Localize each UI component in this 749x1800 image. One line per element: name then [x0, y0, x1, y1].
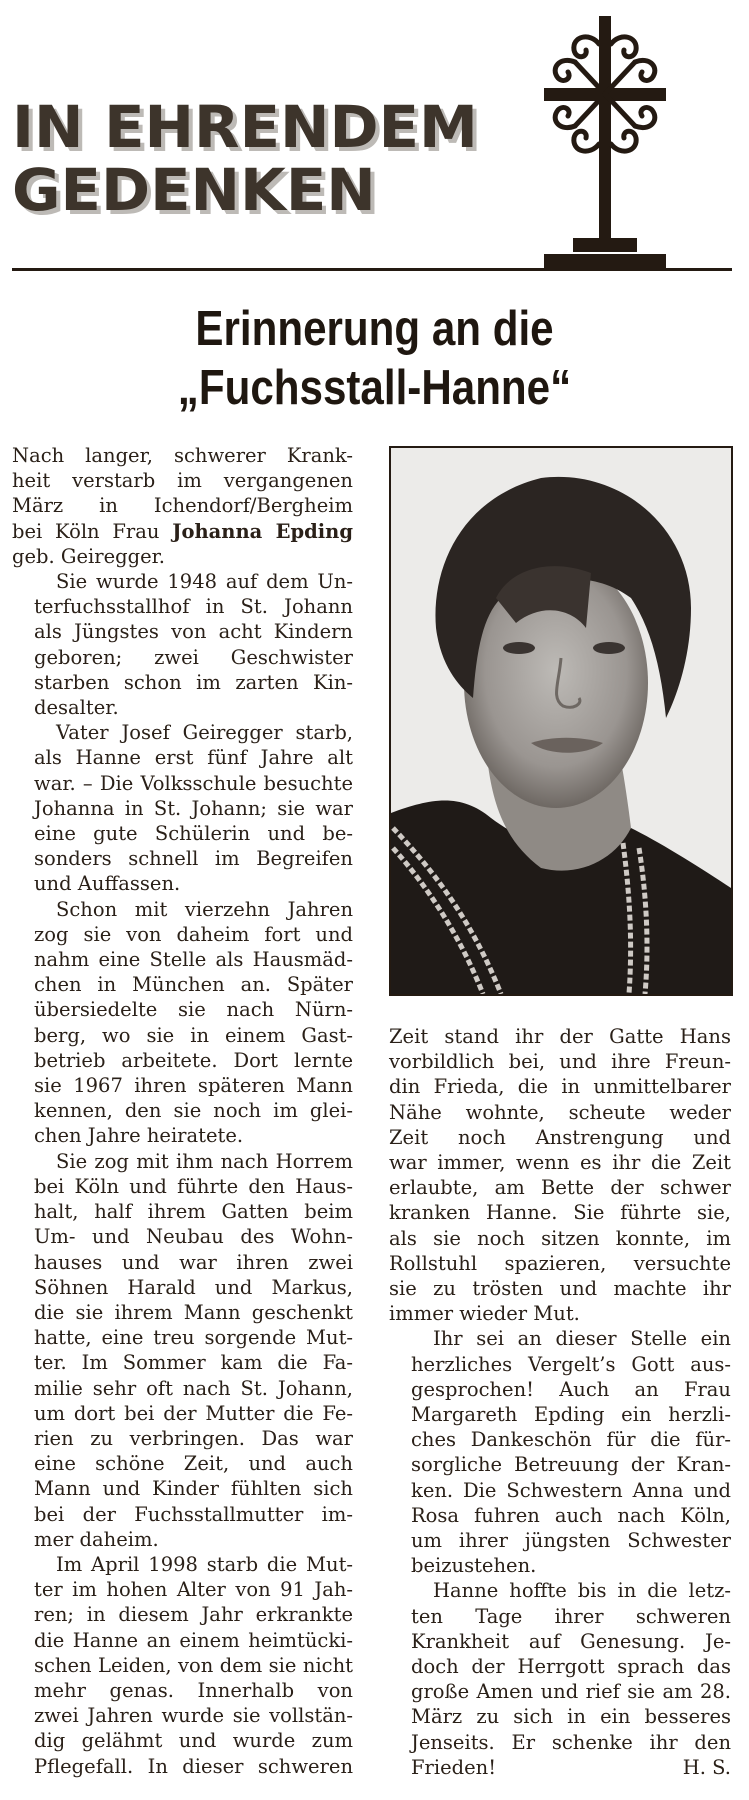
text-line: erlaubte, am Bette der schwer: [389, 1176, 731, 1200]
text-line: Um- und Neubau des Wohn-: [34, 1225, 353, 1249]
portrait-image: [391, 448, 731, 994]
text-line: große Amen und rief sie am 28.: [411, 1680, 731, 1704]
article-paragraph: [12, 569, 353, 720]
text-line: Mann und Kinder fühlten sich: [34, 1477, 353, 1501]
text-line: schen Leiden, von dem sie nicht: [34, 1653, 353, 1677]
text-line: rien zu verbringen. Das war: [34, 1426, 353, 1450]
text-line: Pflegefall. In dieser schweren: [34, 1754, 353, 1778]
text-line: vorbildlich bei, und ihre Freun-: [389, 1050, 731, 1074]
text-line: Zeit stand ihr der Gatte Hans: [389, 1025, 731, 1048]
article-right-column: [389, 1024, 731, 1780]
text-line: hauses und war ihren zwei: [34, 1250, 353, 1274]
text-line: geb. Geiregger.: [12, 544, 166, 568]
text-line: kennen, den sie noch im glei-: [34, 1099, 353, 1123]
text-line: sonders schnell im Begreifen: [34, 847, 353, 871]
text-line: Vater Josef Geiregger starb,: [56, 721, 353, 745]
text-line: März in Ichendorf/Bergheim: [12, 494, 353, 518]
text-line: gesprochen! Auch an Frau: [411, 1377, 731, 1401]
text-line: dig gelähmt und wurde zum: [34, 1729, 353, 1753]
text-line: war immer, wenn es ihr die Zeit: [389, 1151, 731, 1175]
text-line: mer daheim.: [34, 1527, 159, 1551]
text-line: Im April 1998 starb die Mut-: [56, 1552, 353, 1576]
text-line: doch der Herrgott sprach das: [411, 1655, 731, 1679]
article-paragraph: [12, 897, 353, 1149]
text-line: die Hanne an einem heimtücki-: [34, 1628, 353, 1652]
text-line: beizustehen.: [411, 1554, 537, 1578]
text-line: um ihrer jüngsten Schwester: [411, 1529, 731, 1553]
author-signature: H. S.: [682, 1755, 731, 1779]
text-line: Rollstuhl spazieren, versuchte: [389, 1251, 731, 1275]
text-line: zog sie von daheim fort und: [34, 922, 353, 946]
text-line: Zeit noch Anstrengung und: [389, 1125, 731, 1149]
text-line: berg, wo sie in einem Gast-: [34, 1023, 353, 1047]
headline-line1: Erinnerung an die: [195, 302, 554, 356]
text-line: eine schöne Zeit, und auch: [34, 1452, 353, 1476]
text-line: chen in München an. Später: [34, 973, 353, 997]
article-paragraph: [389, 1326, 731, 1578]
text-line: kranken Hanne. Sie führte sie,: [389, 1201, 731, 1225]
text-line: Krankheit auf Genesung. Je-: [411, 1629, 731, 1653]
text-line: milie sehr oft nach St. Johann,: [34, 1376, 353, 1400]
text-line: sie 1967 ihren späteren Mann: [34, 1074, 353, 1098]
masthead-title-line2: GEDENKEN: [12, 156, 376, 224]
masthead-title: [12, 93, 478, 224]
text-line: geboren; zwei Geschwister: [34, 645, 353, 669]
article-paragraph: [12, 1552, 353, 1779]
text-line: Jenseits. Er schenke ihr den: [411, 1730, 731, 1754]
article-left-column: [12, 443, 353, 1779]
ornamental-cross-icon: [520, 14, 690, 270]
text-line: als Jüngstes von acht Kindern: [34, 620, 353, 644]
closing-line: [389, 1755, 731, 1780]
text-line: Ihr sei an dieser Stelle ein: [433, 1327, 731, 1351]
text-line: Nähe wohnte, scheute weder: [389, 1100, 731, 1124]
text-line: ren; in diesem Jahr erkrankte: [34, 1603, 353, 1627]
text-line: als sie noch sitzen konnte, im: [389, 1226, 731, 1250]
text-line: ken. Die Schwestern Anna und: [411, 1478, 731, 1502]
headline-line2: „Fuchsstall-Hanne“: [177, 361, 572, 415]
text-line: Margareth Epding ein herzli-: [411, 1403, 731, 1427]
deceased-name: Johanna Epding: [172, 519, 353, 543]
text-line: din Frieda, die in unmittelbarer: [389, 1075, 731, 1099]
text-line: eine gute Schülerin und be-: [34, 822, 353, 846]
text-line: übersiedelte sie nach Nürn-: [34, 998, 353, 1022]
text-line: Johanna in St. Johann; sie war: [34, 796, 353, 820]
text-line: Sie wurde 1948 auf dem Un-: [56, 570, 353, 594]
text-line: sorgliche Betreuung der Kran-: [411, 1453, 731, 1477]
header-divider: [12, 268, 732, 271]
text-line: immer wieder Mut.: [389, 1302, 580, 1326]
text-line: mehr genas. Innerhalb von: [34, 1678, 353, 1702]
text-line: terfuchsstallhof in St. Johann: [34, 595, 353, 619]
text-line: hatte, eine treu sorgende Mut-: [34, 1326, 353, 1350]
text-line: Hanne hoffte bis in die letz-: [433, 1579, 731, 1603]
portrait-photo: [389, 446, 733, 996]
text-line: chen Jahre heiratete.: [34, 1124, 244, 1148]
text-line: war. – Die Volksschule besuchte: [34, 771, 353, 795]
text-line: und Auffassen.: [34, 872, 181, 896]
closing-text: Frieden!: [411, 1755, 497, 1779]
text-line: heit verstarb im vergangenen: [12, 469, 353, 493]
text-line: ches Dankeschön für die für-: [411, 1428, 731, 1452]
text-line: ten Tage ihrer schweren: [411, 1604, 731, 1628]
text-line: betrieb arbeitete. Dort lernte: [34, 1048, 353, 1072]
text-line: bei Köln und führte den Haus-: [34, 1174, 353, 1198]
masthead-title-line1: IN EHRENDEM: [12, 93, 478, 161]
text-line: Nach langer, schwerer Krank-: [12, 444, 353, 467]
text-line: Söhnen Harald und Markus,: [34, 1275, 353, 1299]
text-line: als Hanne erst fünf Jahre alt: [34, 746, 353, 770]
text-line: bei der Fuchsstallmutter im-: [34, 1502, 353, 1526]
text-line: nahm eine Stelle als Hausmäd-: [34, 948, 353, 972]
text-line: März zu sich in ein besseres: [411, 1705, 731, 1729]
article-paragraph: [389, 1578, 731, 1780]
text-line: ter im hohen Alter von 91 Jah-: [34, 1578, 353, 1602]
article-paragraph: [12, 720, 353, 896]
text-line: sie zu trösten und machte ihr: [389, 1277, 731, 1301]
text-line: desalter.: [34, 696, 119, 720]
text-line: halt, half ihrem Gatten beim: [34, 1200, 353, 1224]
text-line: zwei Jahren wurde sie vollstän-: [34, 1704, 353, 1728]
text-line: starben schon im zarten Kin-: [34, 670, 353, 694]
article-paragraph: [389, 1024, 731, 1326]
text-line: Rosa fuhren auch nach Köln,: [411, 1503, 731, 1527]
text-line: um dort bei der Mutter die Fe-: [34, 1401, 353, 1425]
text-line: Sie zog mit ihm nach Horrem: [56, 1149, 353, 1173]
text-line: ter. Im Sommer kam die Fa-: [34, 1351, 353, 1375]
text-line: die sie ihrem Mann geschenkt: [34, 1300, 353, 1324]
text-line: herzliches Vergelt’s Gott aus-: [411, 1352, 731, 1376]
text-line: Schon mit vierzehn Jahren: [56, 897, 353, 921]
article-headline: [52, 300, 696, 418]
article-paragraph: [12, 1149, 353, 1552]
text-line: bei Köln Frau Johanna Epding: [12, 519, 353, 543]
masthead: [0, 0, 749, 280]
article-paragraph: [12, 443, 353, 569]
